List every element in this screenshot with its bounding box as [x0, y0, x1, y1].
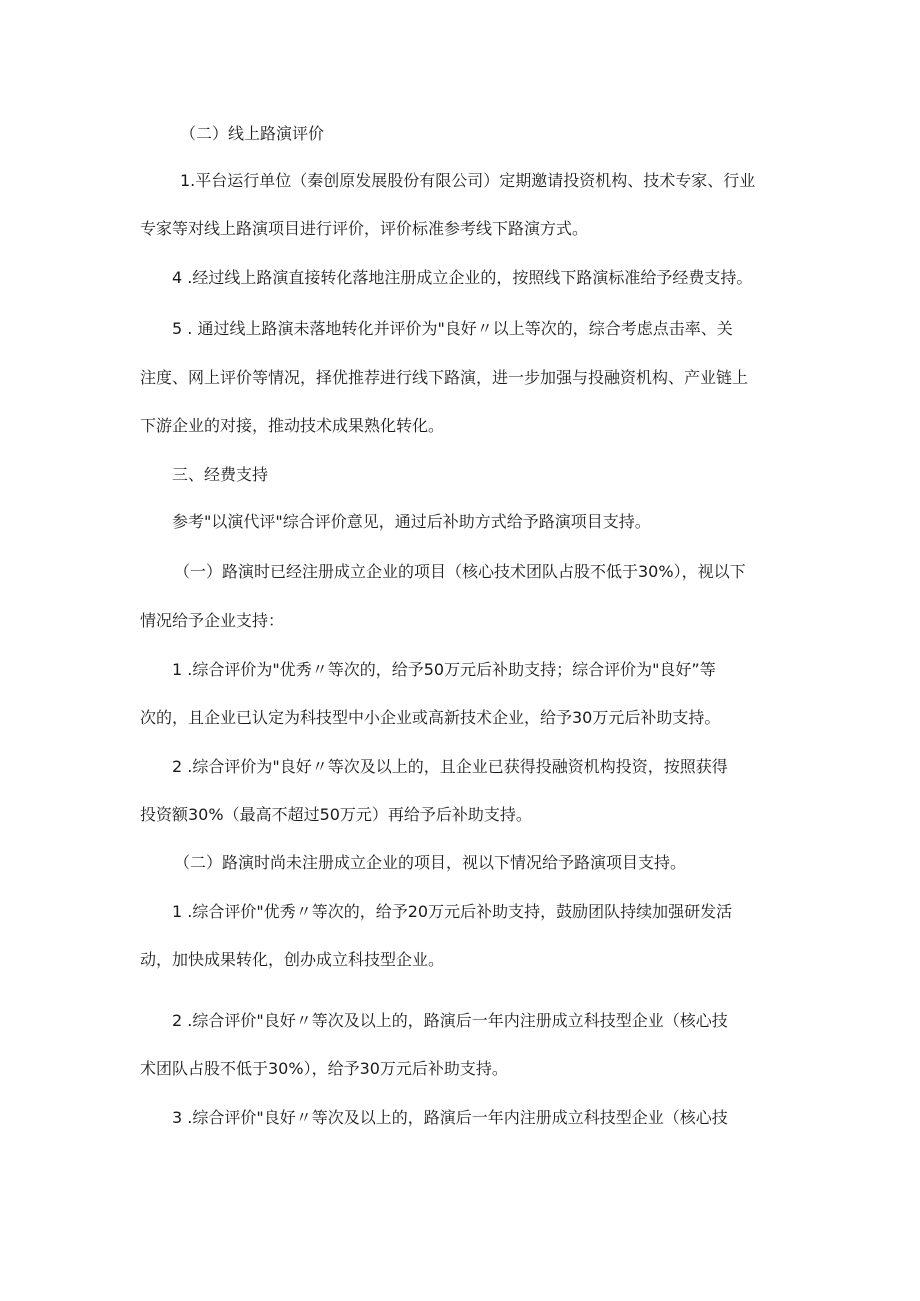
paragraph-line: 投资额30%（最高不超过50万元）再给予后补助支持。 — [140, 805, 532, 824]
paragraph-line: 2 .综合评价"良好〃等次及以上的，路演后一年内注册成立科技型企业（核心技 — [172, 1011, 728, 1030]
paragraph-line: 4 .经过线上路演直接转化落地注册成立企业的，按照线下路演标准给予经费支持。 — [172, 268, 753, 287]
section-heading-funding-support: 三、经费支持 — [172, 465, 269, 484]
paragraph-line: 次的，且企业已认定为科技型中小企业或高新技术企业，给予30万元后补助支持。 — [140, 708, 721, 727]
paragraph-line: 术团队占股不低于30%），给予30万元后补助支持。 — [140, 1059, 508, 1078]
paragraph-line: 1.平台运行单位（秦创原发展股份有限公司）定期邀请投资机构、技术专家、行业 — [180, 171, 756, 190]
paragraph-line: 下游企业的对接，推动技术成果熟化转化。 — [140, 416, 445, 435]
paragraph-line: 专家等对线上路演项目进行评价，评价标准参考线下路演方式。 — [140, 219, 589, 238]
paragraph-line: 注度、网上评价等情况，择优推荐进行线下路演，进一步加强与投融资机构、产业链上 — [140, 368, 749, 387]
paragraph-line: 2 .综合评价为"良好〃等次及以上的，且企业已获得投融资机构投资，按照获得 — [172, 757, 728, 776]
paragraph-line: 参考"以演代评"综合评价意见，通过后补助方式给予路演项目支持。 — [172, 512, 651, 531]
paragraph-line: 3 .综合评价"良好〃等次及以上的，路演后一年内注册成立科技型企业（核心技 — [172, 1108, 728, 1127]
paragraph-line: 1 .综合评价为"优秀〃等次的，给予50万元后补助支持；综合评价为"良好”等 — [172, 660, 716, 679]
paragraph-line: 情况给予企业支持： — [140, 611, 285, 630]
paragraph-line: 1 .综合评价"优秀〃等次的，给予20万元后补助支持，鼓励团队持续加强研发活 — [172, 902, 733, 921]
paragraph-line: 5 . 通过线上路演未落地转化并评价为"良好〃以上等次的，综合考虑点击率、关 — [172, 319, 733, 338]
paragraph-line: （二）路演时尚未注册成立企业的项目，视以下情况给予路演项目支持。 — [174, 853, 687, 872]
paragraph-line: （一）路演时已经注册成立企业的项目（核心技术团队占股不低于30%），视以下 — [174, 562, 746, 581]
section-heading-online-roadshow: （二）线上路演评价 — [180, 124, 325, 143]
paragraph-line: 动，加快成果转化，创办成立科技型企业。 — [140, 950, 445, 969]
